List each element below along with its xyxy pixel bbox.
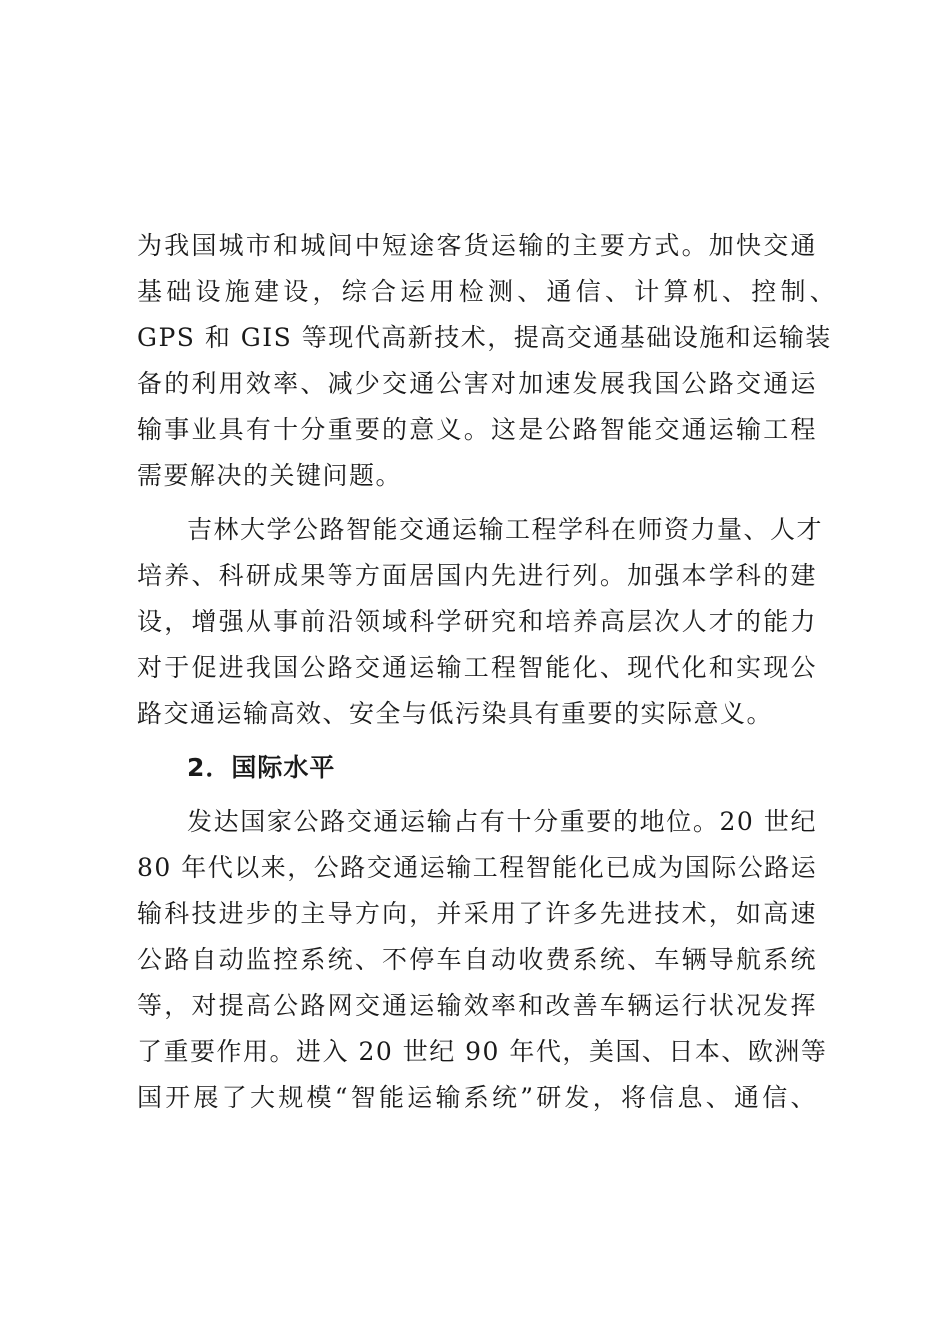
paragraph-2-line: 对于促进我国公路交通运输工程智能化、现代化和实现公 xyxy=(137,653,817,682)
paragraph-2-line: 设，增强从事前沿领域科学研究和培养高层次人才的能力 xyxy=(137,607,817,636)
paragraph-3-line: 了重要作用。进入 20 世纪 90 年代，美国、日本、欧洲等 xyxy=(137,1037,828,1066)
paragraph-3-line: 国开展了大规模“智能运输系统”研发，将信息、通信、 xyxy=(137,1083,817,1112)
section-heading xyxy=(137,745,817,791)
paragraph-3-line: 公路自动监控系统、不停车自动收费系统、车辆导航系统 xyxy=(137,945,817,974)
paragraph-1-line: 需要解决的关键问题。 xyxy=(137,461,403,490)
paragraph-2-line: 路交通运输高效、安全与低污染具有重要的实际意义。 xyxy=(137,699,774,728)
paragraph-1-line: 基础设施建设，综合运用检测、通信、计算机、控制、 xyxy=(137,277,837,306)
paragraph-3-line: 等，对提高公路网交通运输效率和改善车辆运行状况发挥 xyxy=(137,991,817,1020)
paragraph-1 xyxy=(137,223,837,499)
paragraph-1-line: 输事业具有十分重要的意义。这是公路智能交通运输工程 xyxy=(137,415,817,444)
paragraph-2 xyxy=(137,507,824,737)
paragraph-3-line: 发达国家公路交通运输占有十分重要的地位。20 世纪 xyxy=(187,807,817,836)
paragraph-3-line: 80 年代以来，公路交通运输工程智能化已成为国际公路运 xyxy=(137,853,818,882)
document-body xyxy=(137,223,837,1121)
section-heading-text: 2．国际水平 xyxy=(187,753,336,782)
paragraph-1-line: GPS 和 GIS 等现代高新技术，提高交通基础设施和运输装 xyxy=(137,323,832,352)
paragraph-3-line: 输科技进步的主导方向，并采用了许多先进技术，如高速 xyxy=(137,899,817,928)
paragraph-3 xyxy=(137,799,828,1121)
paragraph-1-line: 备的利用效率、减少交通公害对加速发展我国公路交通运 xyxy=(137,369,817,398)
paragraph-2-line: 吉林大学公路智能交通运输工程学科在师资力量、人才 xyxy=(187,515,824,544)
paragraph-1-line: 为我国城市和城间中短途客货运输的主要方式。加快交通 xyxy=(137,231,817,260)
paragraph-2-line: 培养、科研成果等方面居国内先进行列。加强本学科的建 xyxy=(137,561,817,590)
